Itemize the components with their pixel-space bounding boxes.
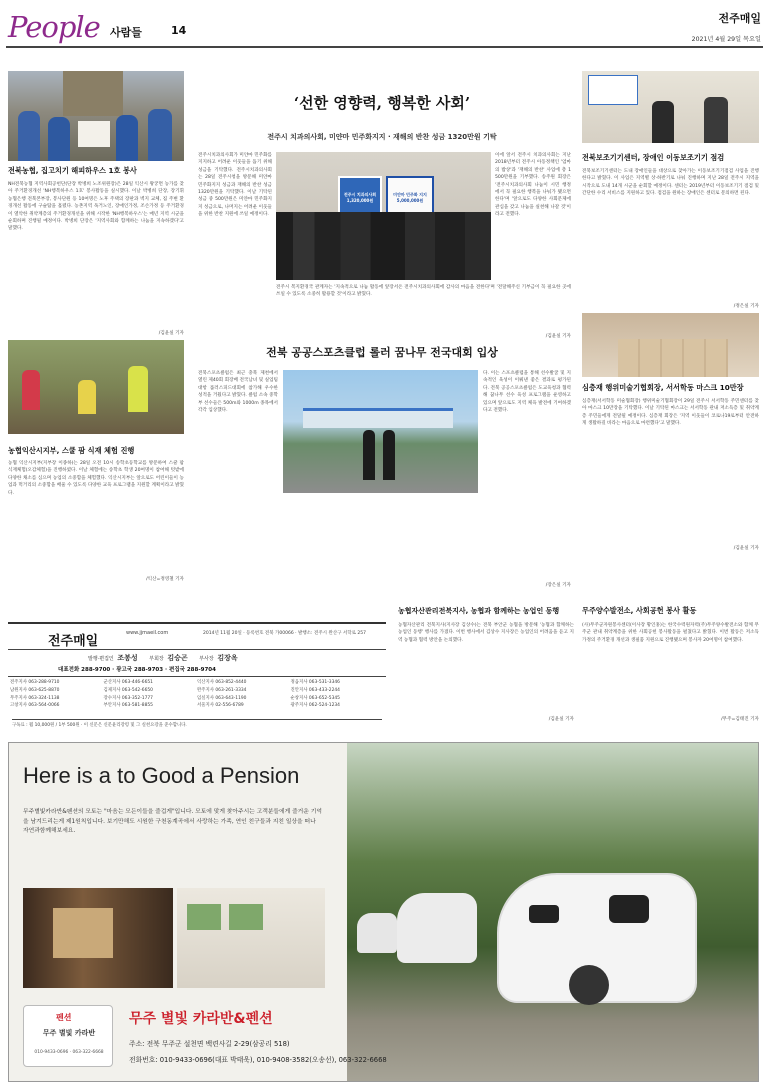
paper-name: 전주매일 xyxy=(718,12,761,25)
story-a-photo xyxy=(8,71,184,161)
office-entry: 남원지사 063-625-8870 xyxy=(10,687,60,693)
publisher-meta: 2014년 11월 20일 · 등록번호 전북 가00066 · 발행소: 전주시 완산구 서학로 257 xyxy=(203,631,366,636)
issue-date: 2021년 4월 29일 목요일 xyxy=(691,36,761,43)
story-g-byline: /김윤실 기자 xyxy=(548,717,574,722)
story-c-photo xyxy=(582,71,759,143)
office-entry: 서울지사 02-556-6789 xyxy=(197,703,244,709)
lead-col-bottom: 전주시 복지환경국 관계자는 '지속적으로 나눔 활동에 앞장서온 전주시치과의사회에 감사의 마음을 전한다'며 '전달해주신 기부금이 꼭 필요한 곳에 쓰일 수 있도록 소중히 활용할 것'이라고 밝혔다. xyxy=(276,285,571,298)
office-entry: 임실지사 063-643-1190 xyxy=(197,695,247,701)
page-number: 14 xyxy=(171,24,187,37)
ad-photo-forest xyxy=(347,743,759,1082)
office-entry: 장수지사 063-352-1777 xyxy=(103,695,153,701)
publisher-staff xyxy=(88,653,238,663)
ad-phone: 전화번호: 010-9433-0696(대표 박태욱), 010-9408-3582(오송선), 063-322-6668 xyxy=(129,1056,387,1064)
editor-name: 김승곤 xyxy=(167,654,188,662)
story-f-photo xyxy=(283,370,478,493)
publisher-web: www.jjmaeil.com xyxy=(126,630,169,636)
check-right-label: 미얀마 민주화 지지 5,000,000원 xyxy=(393,192,427,203)
office-entry: 순창지사 063-652-5345 xyxy=(290,695,340,701)
lead-col3: 이에 앞서 전주시 치과의사회는 지난 2018년부터 전주시 아동정책인 '엄마의 밥상'과 '재해의 반찬' 사업에 총 1500만원을 기부했다. 송주원 회장은 '전주시치과의사회 나눔이 시민 행정에서 꼭 필요한 행복을 나눠가 됐으면 한다'며 '앞으로도 다양한 사회문제에 관심을 갖고 나눔을 실천해 나갈 것'이라고 전했다. xyxy=(495,153,571,218)
office-entry: 정읍지사 063-531-3346 xyxy=(290,680,340,685)
lead-photo xyxy=(276,152,491,280)
office-entry: 부안지사 063-581-8855 xyxy=(103,703,153,709)
story-c-body: 전북보조기기센터는 도내 장애인들을 대상으로 찾아가는 이동보조기기점검 사업을 진행한다고 밝혔다. 이 사업은 지역별 상·하반기로 나눠 진행하며 지난 28일 전주시 지역을 시작으로 도내 14개 시군을 순회할 예정이다. 센터는 2019년부터 이동보조기기 점검 및 간단한 수리 서비스를 지원하고 있다. 점검을 원하는 장애인은 센터로 문의하면 된다. xyxy=(582,169,759,197)
office-entry: 완주지사 063-261-3334 xyxy=(197,687,247,693)
caravan-large xyxy=(497,873,697,1003)
publisher-title: 전주매일 xyxy=(48,634,99,649)
story-b-headline: 농협익산시지부, 스쿨 팜 식재 체험 진행 xyxy=(8,446,135,455)
ceo-name: 조봉성 xyxy=(117,654,138,662)
story-g-headline: 농협자산관리전북지사, 농협과 함께하는 농업인 동행 xyxy=(398,607,560,615)
office-entry: 전주지사 063-288-9710 xyxy=(10,680,60,685)
office-grid xyxy=(10,680,384,710)
story-b-photo xyxy=(8,340,184,434)
check-left-label: 전주시 치과의사회 1,320,000원 xyxy=(343,192,377,203)
story-a-headline: 전북농협, 집고치기 해피하우스 1호 봉사 xyxy=(8,166,137,175)
story-e-body: (사)무주군자원봉사센터(이사장 황인홍)는 한국수력원자력(주)무주양수발전소와 함께 무주군 관내 취약계층을 위한 사회공헌 봉사활동을 펼쳤다고 밝혔다. 이번 활동은 저소득 가정의 주거환경 개선과 생필품 지원으로 진행됐으며 봉사자 20여명이 참여했다. xyxy=(582,623,759,643)
story-d-photo xyxy=(582,313,759,377)
story-f-byline: /장은실 기자 xyxy=(545,583,571,588)
lead-subhead: 전주시 치과의사회, 미얀마 민주화지지 · 재해의 반찬 성금 1320만원 기탁 xyxy=(267,133,497,141)
publisher-box xyxy=(8,622,386,728)
story-a-byline: /김윤실 기자 xyxy=(158,331,184,336)
story-e-byline: /무주=김태진 기자 xyxy=(721,717,759,722)
story-d-headline: 심층재 행위미술기협회장, 서서학동 마스크 10만장 xyxy=(582,383,744,392)
story-f-col3: 다. 이는 스포츠클럽을 통해 선수발굴 및 지속적인 육성이 이뤄낸 좋은 결과로 평가된다. 전북 공공스포츠클럽은 도교육청과 협력해 꿈나무 선수 육성 프로그램을 운영하고 있으며 앞으로도 지역 체육 발전에 기여하겠다고 전했다. xyxy=(483,371,571,414)
publisher-contact: 대표전화 288-9700 · 광고국 288-9703 · 편집국 288-9704 xyxy=(58,667,216,673)
office-entry: 진안지사 063-433-2244 xyxy=(290,687,340,693)
office-entry: 김제지사 063-542-6650 xyxy=(103,687,153,693)
lead-byline: /김윤실 기자 xyxy=(545,334,571,339)
ceo-label: 발행·편집인 xyxy=(88,656,114,662)
office-entry: 광주지사 062-524-1234 xyxy=(290,703,340,709)
story-b-body: 농협 익산시지부(지부장 이종하)는 28일 오전 10시 송학초등학교를 방문하여 스쿨 팜 식재체험(오감체험)을 진행하였다. 이날 체험에는 송학초 학생 20여명이 참여해 텃밭에 다양한 채소를 심으며 농업의 소중함을 체험했다. 익산시지부는 앞으로도 어린이들이 농업과 먹거리의 소중함을 배울 수 있도록 다양한 교육 프로그램을 지원할 계획이라고 밝혔다. xyxy=(8,461,184,496)
subscribe-note: 구독료 : 월 10,000원 / 1부 500원 · 이 신문은 신문윤리강령 및 그 실천요강을 준수합니다. xyxy=(12,719,382,728)
editor-label: 부회장 xyxy=(149,656,164,662)
story-b-byline: /익산=정영철 기자 xyxy=(146,577,184,582)
story-d-byline: /김윤실 기자 xyxy=(733,546,759,551)
story-g-body: 농협자산관리 전북지사(지사장 김상수)는 전북 부안군 농협을 방문해 '농협과 함께하는 농업인 동행' 행사를 가졌다. 이번 행사에서 김상수 지사장은 농업인의 어려움을 듣고 지역 농협과 협력 방안을 논의했다. xyxy=(398,623,574,643)
ad-sign-top: 펜션 xyxy=(56,1013,72,1022)
ad-photo-room xyxy=(23,888,173,988)
story-f-headline: 전북 공공스포츠클럽 롤러 꿈나무 전국대회 입상 xyxy=(266,346,498,359)
office-entry: 고창지사 063-564-0066 xyxy=(10,703,60,709)
lead-col1: 전주시치과의사회가 미얀마 민주화를 지지하고 어려운 이웃들을 돕기 위해 성금을 기탁했다. 전주시치과의사회는 28일 전주시청을 방문해 미얀마 민주화지지 성금과 재해의 반찬 성금 1320만원을 기탁했다. 이날 기탁된 성금 중 500만원은 미얀마 민주화지지 성금으로, 나머지는 어려운 이웃들을 위한 반찬 지원에 쓰일 예정이다. xyxy=(198,153,272,218)
ad-sign-mid: 무주 별빛 카라반 xyxy=(42,1029,96,1037)
header-rule xyxy=(6,46,763,48)
office-entry: 무주지사 063-324-1138 xyxy=(10,695,60,701)
page-header xyxy=(6,4,763,50)
story-e-headline: 무주양수발전소, 사회공헌 봉사 활동 xyxy=(582,606,697,615)
story-a-body: NH전북농협 지역사회공헌단(단장 박병희 노조위원장)은 28일 익산시 왕궁면 농가를 찾아 주거환경개선 'NH행복하우스 1호' 봉사활동을 실시했다. 이날 박병희 단장, 장기휘 농협은행 전북본부장, 봉사단원 등 10여명은 노후 주택의 장판과 벽지 교체, 집 주변 환경개선 활동에 구슬땀을 흘렸다. 농촌지역 독거노인, 장애인가정, 조손가정 등 주거환경이 열악한 취약계층의 주거환경개선을 위해 시작한 'NH행복하우스'는 매년 지역 시군을 순회하며 진행될 예정이다. 박병희 단장은 '지역사회와 함께하는 나눔을 지속하겠다'고 말했다. xyxy=(8,182,184,232)
story-c-byline: /정은실 기자 xyxy=(733,304,759,309)
ad-sign-tel: 010-9433-0696 · 063-322-6668 xyxy=(34,1050,104,1055)
office-entry: 군산지사 063-446-6651 xyxy=(103,680,153,685)
director-label: 부사장 xyxy=(199,656,214,662)
section-title-ko: 사람들 xyxy=(110,26,142,39)
section-title-en: People xyxy=(8,10,100,44)
pension-ad xyxy=(8,742,759,1082)
story-c-headline: 전북보조기기센터, 장애인 이동보조기기 점검 xyxy=(582,153,725,162)
ad-photo-interior xyxy=(177,888,325,988)
ad-sign xyxy=(23,1005,113,1067)
ad-business-name: 무주 별빛 카라반&펜션 xyxy=(129,1011,273,1027)
lead-headline: ‘선한 영향력, 행복한 사회’ xyxy=(293,94,471,112)
ad-address: 주소: 전북 무주군 설천면 백련사길 2-29(삼공리 518) xyxy=(129,1040,290,1048)
ad-slogan: Here is a to Good a Pension xyxy=(23,763,300,788)
ad-description: 무주별빛카라반&펜션의 모토는 "마음는 모든이들을 즐겁게"입니다. 모토에 맞게 찾아주시는 고객분들에게 즐거운 기억을 남겨드리는게 제1원칙입니다. 보기만해도 시원한 구천동계곡에서 사랑하는 가족, 연인 친구들과 지친 일상을 떠나 자연과함께해보세요. xyxy=(23,809,322,835)
story-f-col1: 전북스포츠클럽은 최근 충북 제천에서 열린 제40회 회장배 전국남녀 및 실업팀대항 롤러스피드대회에 참가해 우수한 성적을 거뒀다고 밝혔다. 클럽 소속 중학부 선수들은 500m와 1000m 종목에서 각각 입상했다. xyxy=(198,371,278,414)
office-entry: 익산지사 063-852-4440 xyxy=(197,680,247,685)
director-name: 김장옥 xyxy=(217,654,238,662)
story-d-body: 심층재(서서학동 미술협회장) 행위미술기협회장이 29일 전주시 서서학동 주민센터를 찾아 마스크 10만장을 기탁했다. 이날 기탁된 마스크는 서서학동 관내 저소득층 및 취약계층 주민들에게 전달될 예정이다. 심층재 회장은 '지역 이웃들이 코로나19로부터 안전하게 생활하길 바라는 마음으로 마련했다'고 말했다. xyxy=(582,399,759,427)
